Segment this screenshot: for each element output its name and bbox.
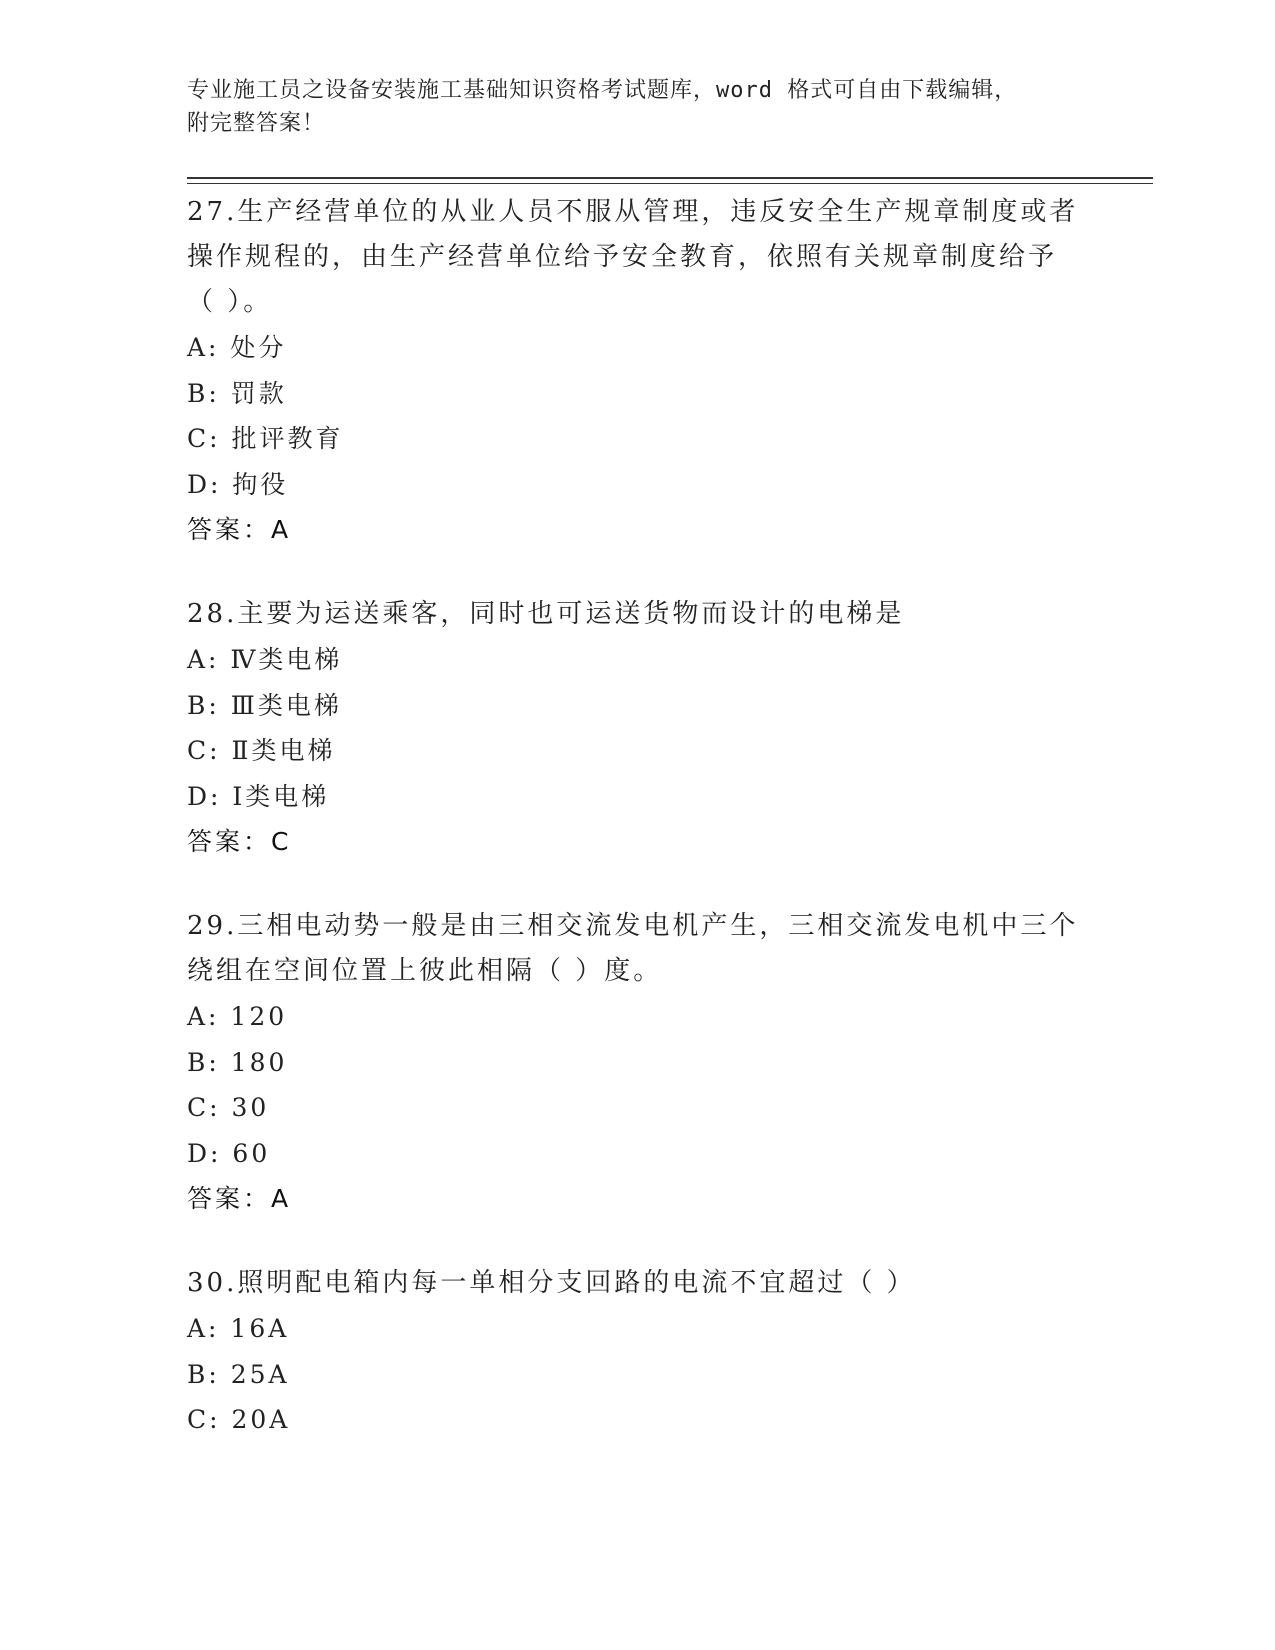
option-c: C: 批评教育: [187, 424, 344, 453]
question-text: [187, 592, 1087, 637]
option-d: D: Ⅰ类电梯: [187, 781, 330, 811]
option-b: B: 25A: [187, 1359, 290, 1389]
option-c: C: 30: [187, 1093, 270, 1122]
header-line-1: 专业施工员之设备安装施工基础知识资格考试题库，word 格式可自由下载编辑，: [187, 78, 1018, 103]
question-text: [187, 904, 1087, 994]
question-text-line: （ ）。: [187, 287, 273, 317]
header-divider-thick: [187, 177, 1153, 179]
option-c: C: 20A: [187, 1405, 291, 1434]
answer: 答案：A: [187, 1184, 292, 1213]
option-a: A: 16A: [187, 1314, 290, 1343]
question-list: [187, 190, 1087, 1482]
option-c: C: Ⅱ类电梯: [187, 736, 336, 765]
question-30: [187, 1261, 1087, 1443]
option-a: A: 120: [187, 1002, 288, 1031]
document-header: [187, 74, 1087, 140]
question-text: [187, 190, 1087, 325]
option-b: B: Ⅲ类电梯: [187, 690, 342, 720]
option-a: A: 处分: [187, 333, 287, 362]
question-text-line: 绕组在空间位置上彼此相隔（ ）度。: [187, 956, 663, 986]
option-b: B: 180: [187, 1047, 288, 1077]
question-text-line: 29.三相电动势一般是由三相交流发电机产生，三相交流发电机中三个: [187, 911, 1079, 941]
header-line-2: 附完整答案！: [187, 111, 326, 136]
question-text-line: 操作规程的，由生产经营单位给予安全教育，依照有关规章制度给予: [187, 242, 1058, 272]
question-29: [187, 904, 1087, 1222]
option-d: D: 60: [187, 1138, 271, 1168]
answer: 答案：A: [187, 515, 292, 544]
question-text: [187, 1261, 1087, 1306]
question-28: [187, 592, 1087, 865]
option-b: B: 罚款: [187, 378, 287, 408]
answer: 答案：C: [187, 827, 292, 856]
question-text-line: 27.生产经营单位的从业人员不服从管理，违反安全生产规章制度或者: [187, 197, 1079, 227]
option-d: D: 拘役: [187, 469, 289, 499]
header-divider-thin: [187, 183, 1153, 184]
option-a: A: Ⅳ类电梯: [187, 645, 343, 674]
question-text-line: 28.主要为运送乘客，同时也可运送货物而设计的电梯是: [187, 599, 905, 629]
question-text-line: 30.照明配电箱内每一单相分支回路的电流不宜超过（ ）: [187, 1268, 916, 1298]
question-27: [187, 190, 1087, 553]
